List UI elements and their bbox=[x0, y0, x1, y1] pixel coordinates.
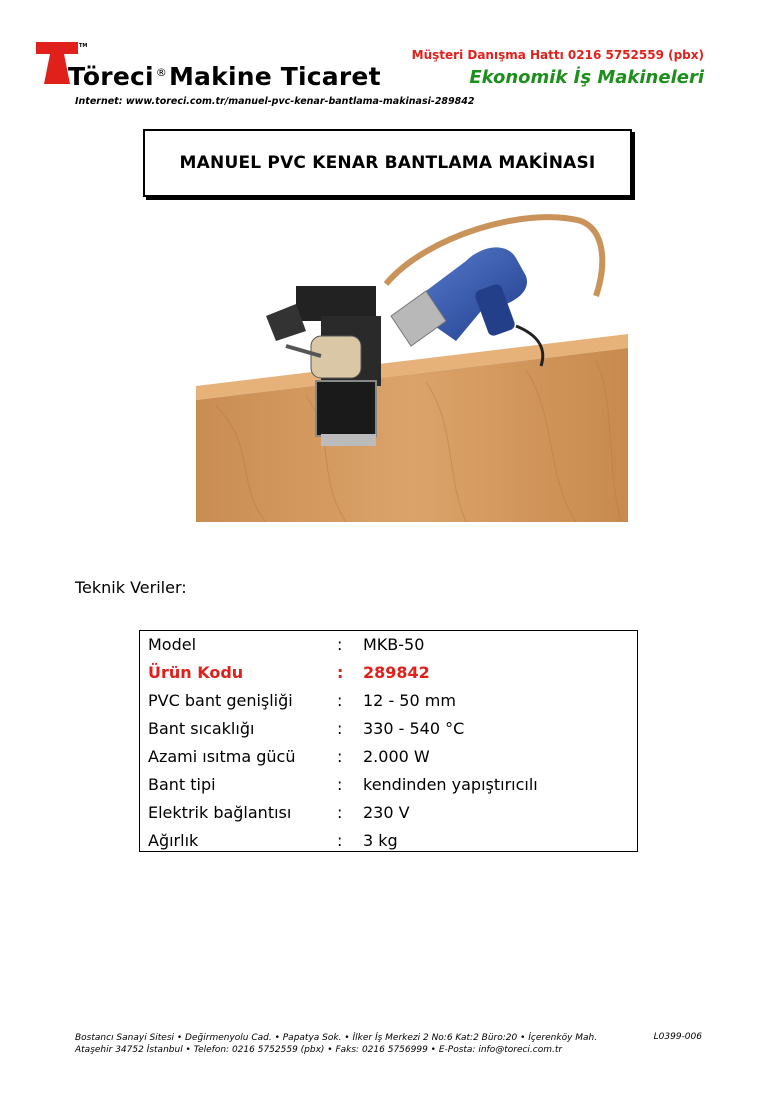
table-row: Ağırlık : 3 kg bbox=[148, 831, 398, 850]
product-photo bbox=[196, 206, 628, 522]
trademark-mark: TM bbox=[79, 43, 88, 49]
product-url[interactable]: Internet: www.toreci.com.tr/manuel-pvc-kenar-bantlama-makinasi-289842 bbox=[75, 96, 475, 107]
section-label-technical: Teknik Veriler: bbox=[75, 578, 187, 597]
table-row: Elektrik bağlantısı : 230 V bbox=[148, 803, 410, 822]
table-row: PVC bant genişliği : 12 - 50 mm bbox=[148, 691, 456, 710]
brand-name: Töreci ®Makine Ticaret bbox=[68, 62, 381, 91]
footer-address: Bostancı Sanayi Sitesi • Değirmenyolu Cad. • Papatya Sok. • İlker İş Merkezi 2 No:6 Kat:2 Büro:20 • İçerenköy Mah. Ataşehir 34752 İstanbul • Telefon: 0216 5752559 (pbx) • Faks: 0216 5756999 • E-Posta: info@toreci.com.tr bbox=[75, 1033, 598, 1055]
table-row: Model : MKB-50 bbox=[148, 635, 425, 654]
product-title-box bbox=[143, 129, 632, 197]
company-tagline: Ekonomik İş Makineleri bbox=[469, 67, 704, 88]
table-row: Azami ısıtma gücü : 2.000 W bbox=[148, 747, 430, 766]
table-row: Bant sıcaklığı : 330 - 540 °C bbox=[148, 719, 465, 738]
spec-table bbox=[139, 630, 638, 852]
document-id: L0399-006 bbox=[653, 1032, 702, 1042]
table-row: Bant tipi : kendinden yapıştırıcılı bbox=[148, 775, 538, 794]
customer-hotline: Müşteri Danışma Hattı 0216 5752559 (pbx) bbox=[411, 48, 704, 62]
table-row-product-code: Ürün Kodu : 289842 bbox=[148, 663, 430, 682]
product-title: MANUEL PVC KENAR BANTLAMA MAKİNASI bbox=[179, 153, 596, 173]
